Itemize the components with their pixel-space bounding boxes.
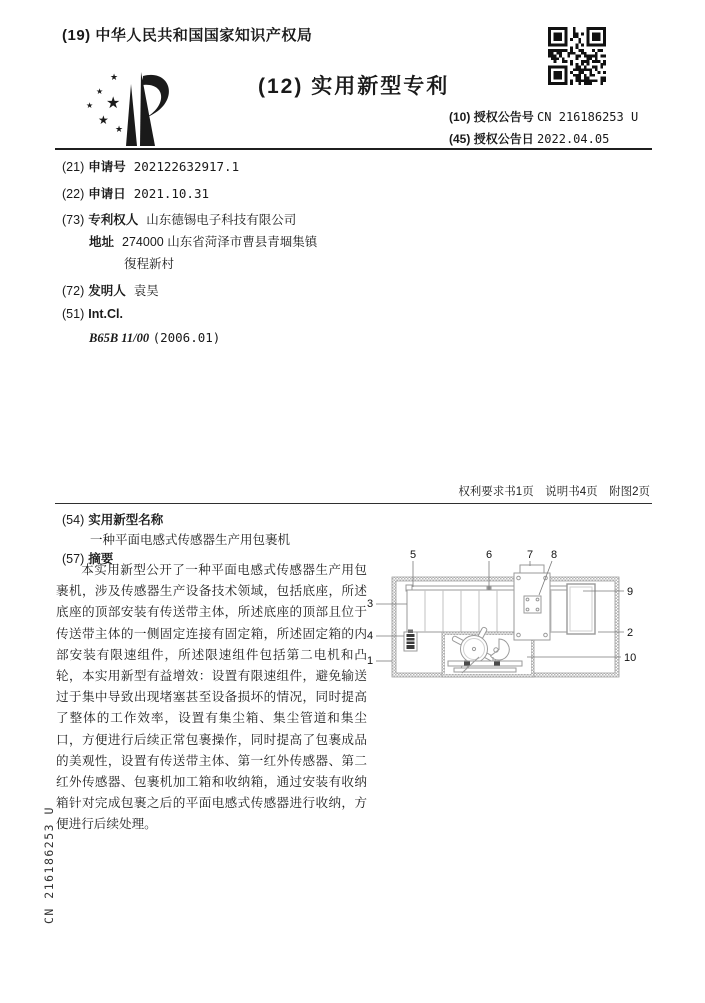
document-type-title (258, 70, 449, 100)
inventor-code: (72) (62, 284, 85, 298)
svg-text:★: ★ (98, 113, 109, 127)
figure-label-6: 6 (485, 549, 493, 561)
side-document-code: CN 216186253 U (42, 806, 56, 924)
figure-label-9: 9 (627, 586, 634, 598)
field-inventor (62, 281, 159, 299)
inventor-label: 发明人 (88, 284, 126, 298)
title-section-label: 实用新型名称 (88, 513, 164, 527)
int-cl-value: B65B 11/00 (89, 331, 150, 345)
figure-label-8: 8 (550, 549, 558, 561)
pub-no-code: (10) (449, 110, 471, 124)
title-section-code: (54) (62, 513, 85, 527)
pub-no-label: 授权公告号 (473, 110, 534, 124)
abstract-section-label: 摘要 (88, 552, 114, 566)
qr-code (548, 27, 606, 85)
address-label: 地址 (89, 235, 115, 249)
field-application-date (62, 184, 209, 202)
patentee-code: (73) (62, 213, 85, 227)
figure-storage-box (567, 584, 595, 634)
field-application-number (62, 157, 239, 175)
inventor-value: 袁昊 (133, 284, 159, 298)
svg-text:★: ★ (86, 101, 94, 110)
field-int-cl-class (89, 330, 220, 346)
address-line1: 274000 山东省菏泽市曹县青堌集镇 (122, 235, 318, 249)
figure-label-5: 5 (409, 549, 417, 561)
patent-figure (362, 545, 662, 700)
figure-label-1: 1 (366, 655, 374, 667)
figure-label-10: 10 (624, 652, 637, 664)
pub-no-value: CN 216186253 U (537, 110, 639, 124)
figure-label-3: 3 (366, 598, 374, 610)
field-address-line2 (124, 254, 174, 272)
figure-label-2: 2 (627, 627, 634, 639)
address-line2: 復程新村 (124, 257, 175, 271)
svg-text:★: ★ (115, 124, 124, 134)
svg-text:★: ★ (110, 72, 119, 82)
figure-motor (404, 630, 417, 652)
app-no-value: 202122632917.1 (133, 159, 240, 174)
header-divider (55, 148, 652, 150)
int-cl-label: Int.Cl. (88, 307, 123, 321)
svg-text:★: ★ (106, 95, 121, 112)
figure-processing-box (514, 565, 550, 640)
field-int-cl (62, 307, 131, 321)
office-name: 中华人民共和国国家知识产权局 (95, 27, 313, 44)
publication-number-line (449, 108, 638, 125)
publication-date-line (449, 130, 609, 147)
pub-date-code: (45) (449, 132, 471, 146)
qr-code-icon (548, 27, 606, 90)
app-date-code: (22) (62, 187, 85, 201)
doc-type-label: 实用新型专利 (311, 75, 450, 98)
office-code: (19) (62, 27, 91, 44)
int-cl-code: (51) (62, 307, 85, 321)
pub-date-value: 2022.04.05 (537, 132, 610, 146)
app-date-label: 申请日 (88, 187, 126, 201)
abstract-text: 本实用新型公开了一种平面电感式传感器生产用包裹机，涉及传感器生产设备技术领域，包括底座，所述底座的顶部安装有传送带主体，所述底座的顶部且位于传送带主体的一侧固定连接有固定箱，所述固定箱的内部安装有限速组件，所述限速组件包括第二电机和凸轮，本实用新型有益增效：设置有限速组件，避免输送过于集中导致出现堵塞甚至设备损坏的情况，同时提高了整体的工作效率，设置有集尘箱、集尘管道和集尘口，方便进行后续正常包裹操作，同时提高了包裹成品的美观性，设置有传送带主体、第一红外传感器、第二红外传感器、包裹机加工箱和收纳箱，通过安装有收纳箱针对完成包裹之后的平面电感式传感器进行收纳，方便进行后续处理。 (56, 563, 367, 832)
field-patentee (62, 210, 296, 228)
pub-date-label: 授权公告日 (473, 132, 534, 146)
svg-text:★: ★ (96, 87, 104, 96)
app-no-label: 申请号 (88, 160, 126, 174)
figure-label-4: 4 (366, 630, 374, 642)
patentee-value: 山东德锡电子科技有限公司 (146, 213, 297, 227)
cnipa-logo-icon (82, 64, 182, 159)
doc-type-code: (12) (258, 75, 304, 98)
int-cl-edition: (2006.01) (152, 330, 221, 345)
app-date-value: 2021.10.31 (133, 186, 210, 201)
patentee-label: 专利权人 (88, 213, 139, 227)
field-address (89, 232, 317, 250)
office-name-line (62, 24, 312, 45)
patent-drawing (362, 545, 662, 695)
app-no-code: (21) (62, 160, 85, 174)
invention-title: 一种平面电感式传感器生产用包裹机 (90, 533, 291, 547)
title-section-head (62, 510, 163, 528)
figure-label-7: 7 (526, 549, 534, 561)
abstract-section-code: (57) (62, 552, 85, 566)
section-divider (55, 503, 652, 504)
pages-count-line: 权利要求书1页 说明书4页 附图2页 (458, 486, 650, 498)
